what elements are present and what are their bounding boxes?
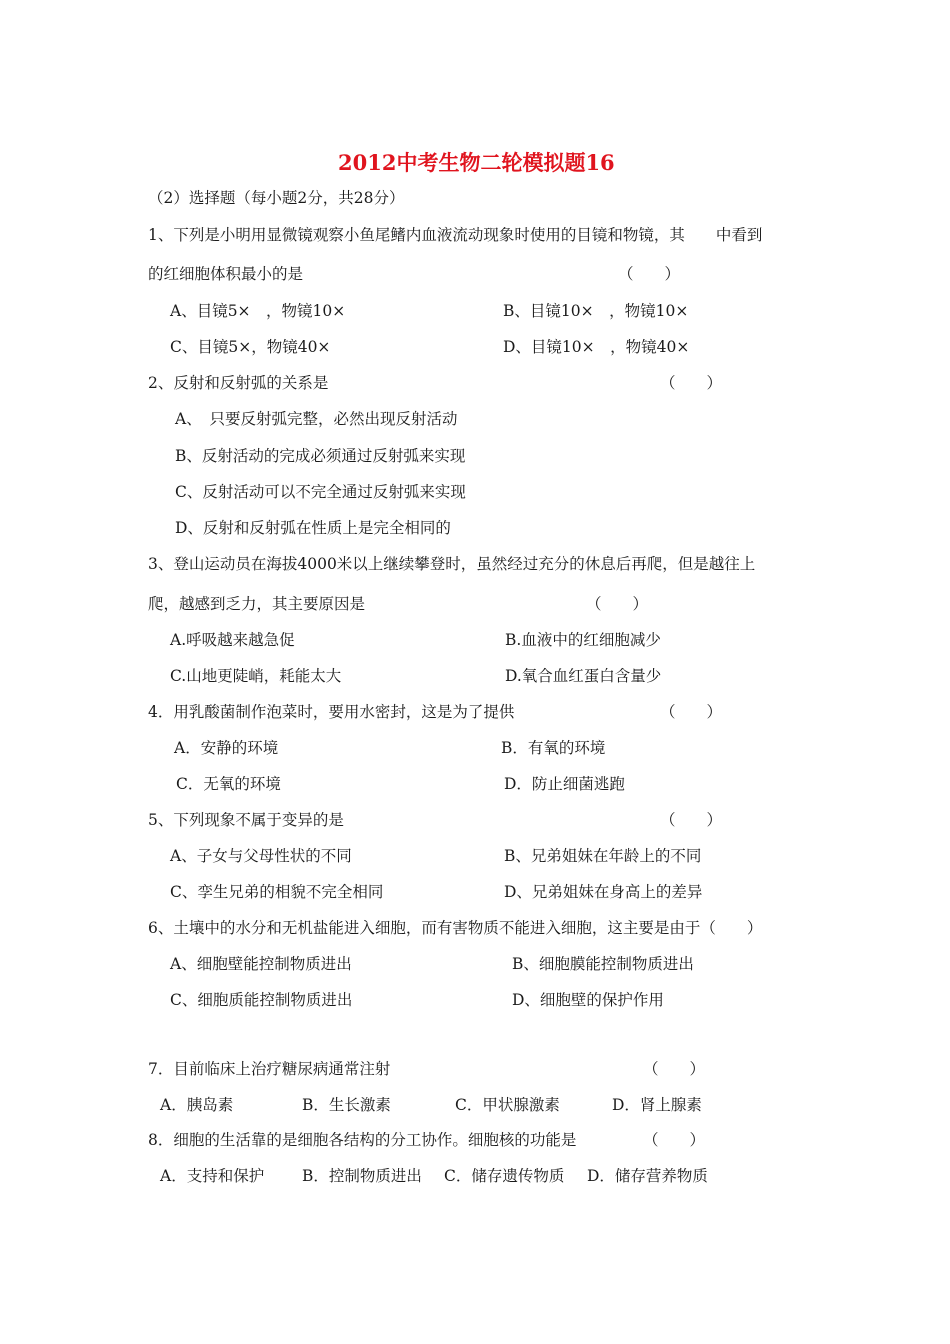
q8-option-d: D．储存营养物质	[587, 1167, 708, 1185]
q3-stem-line2: 爬，越感到乏力，其主要原因是	[148, 595, 366, 613]
q7-option-a: A．胰岛素	[160, 1096, 234, 1114]
q5-option-b: B、兄弟姐妹在年龄上的不同	[504, 847, 702, 865]
q2-option-a: A、 只要反射弧完整，必然出现反射活动	[175, 410, 458, 428]
q1-option-d: D、目镜10× ，物镜40×	[503, 338, 690, 356]
q7-option-c: C．甲状腺激素	[455, 1096, 560, 1114]
q6-option-c: C、细胞质能控制物质进出	[170, 991, 353, 1009]
q2-answer-blank: （ ）	[660, 374, 723, 392]
q7-option-d: D．肾上腺素	[612, 1096, 702, 1114]
q7-answer-blank: （ ）	[643, 1060, 706, 1078]
q1-option-a: A、目镜5× ，物镜10×	[170, 302, 346, 320]
q1-stem-line1: 1、下列是小明用显微镜观察小鱼尾鳍内血液流动现象时使用的目镜和物镜，其 中看到	[148, 226, 763, 244]
q4-answer-blank: （ ）	[660, 703, 723, 721]
q3-stem-line1: 3、登山运动员在海拔4000米以上继续攀登时，虽然经过充分的休息后再爬，但是越往上	[148, 555, 756, 573]
q4-option-b: B．有氧的环境	[501, 739, 606, 757]
q6-stem: 6、土壤中的水分和无机盐能进入细胞，而有害物质不能进入细胞，这主要是由于（ ）	[148, 919, 763, 937]
q1-option-c: C、目镜5×，物镜40×	[170, 338, 331, 356]
q2-option-d: D、反射和反射弧在性质上是完全相同的	[175, 519, 451, 537]
q2-option-c: C、反射活动可以不完全通过反射弧来实现	[175, 483, 466, 501]
q3-option-b: B.血液中的红细胞减少	[505, 631, 661, 649]
q1-option-b: B、目镜10× ，物镜10×	[503, 302, 689, 320]
q1-stem-line2: 的红细胞体积最小的是	[148, 265, 304, 283]
q4-option-c: C．无氧的环境	[176, 775, 281, 793]
q5-option-c: C、孪生兄弟的相貌不完全相同	[170, 883, 384, 901]
q8-answer-blank: （ ）	[643, 1131, 706, 1149]
q4-stem: 4．用乳酸菌制作泡菜时，要用水密封，这是为了提供	[148, 703, 515, 721]
q3-option-c: C.山地更陡峭，耗能太大	[170, 667, 342, 685]
q2-option-b: B、反射活动的完成必须通过反射弧来实现	[175, 447, 466, 465]
q8-option-c: C．储存遗传物质	[444, 1167, 565, 1185]
q6-option-a: A、细胞壁能控制物质进出	[170, 955, 352, 973]
q6-option-b: B、细胞膜能控制物质进出	[512, 955, 694, 973]
q7-option-b: B．生长激素	[302, 1096, 391, 1114]
q2-stem: 2、反射和反射弧的关系是	[148, 374, 329, 392]
q5-stem: 5、下列现象不属于变异的是	[148, 811, 344, 829]
q7-stem: 7．目前临床上治疗糖尿病通常注射	[148, 1060, 391, 1078]
q8-stem: 8．细胞的生活靠的是细胞各结构的分工协作。细胞核的功能是	[148, 1131, 577, 1149]
q3-option-d: D.氧合血红蛋白含量少	[505, 667, 662, 685]
q1-answer-blank: （ ）	[618, 265, 681, 283]
q5-answer-blank: （ ）	[660, 811, 723, 829]
q3-option-a: A.呼吸越来越急促	[170, 631, 295, 649]
q5-option-d: D、兄弟姐妹在身高上的差异	[504, 883, 703, 901]
q5-option-a: A、子女与父母性状的不同	[170, 847, 352, 865]
q4-option-a: A．安静的环境	[174, 739, 279, 757]
q3-answer-blank: （ ）	[586, 595, 649, 613]
q8-option-b: B．控制物质进出	[302, 1167, 422, 1185]
q6-option-d: D、细胞壁的保护作用	[512, 991, 664, 1009]
page-title: 2012中考生物二轮模拟题16	[338, 150, 615, 175]
section-heading: （2）选择题（每小题2分，共28分）	[148, 189, 405, 207]
q4-option-d: D．防止细菌逃跑	[504, 775, 625, 793]
q8-option-a: A．支持和保护	[160, 1167, 265, 1185]
